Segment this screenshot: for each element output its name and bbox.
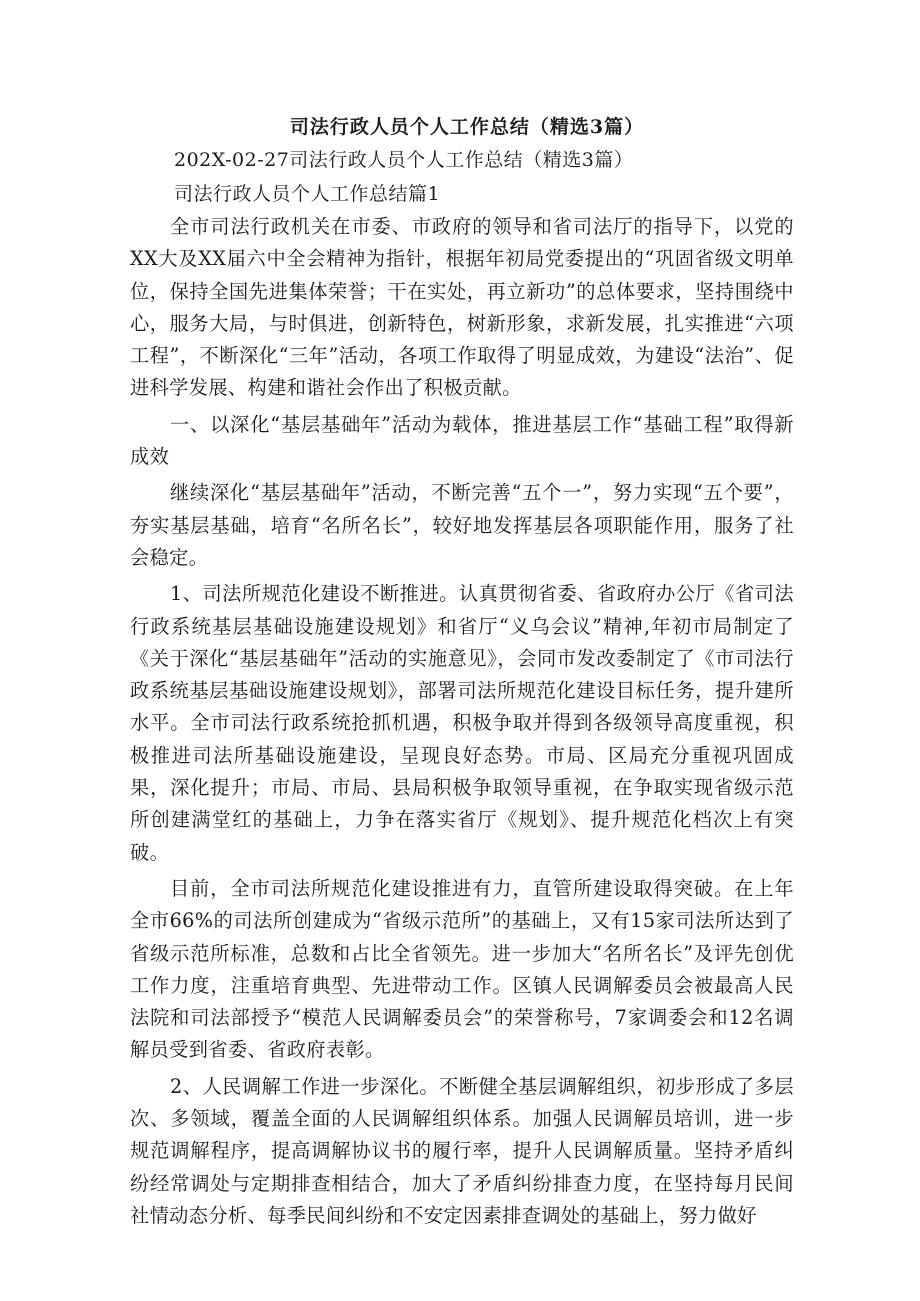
document-body	[130, 110, 794, 1236]
section-heading: 司法行政人员个人工作总结篇1	[174, 183, 441, 205]
paragraph-basic-year: 继续深化“基层基础年”活动，不断完善“五个一”，努力实现“五个要”，夯实基层基础，培育“名所名长”，较好地发挥基层各项职能作用，服务了社会稳定。	[130, 481, 794, 569]
date-and-subtitle-line: 202X-02-27司法行政人员个人工作总结（精选3篇）	[174, 149, 634, 171]
document-title: 司法行政人员个人工作总结（精选3篇）	[289, 116, 645, 138]
paragraph-heading-one: 一、以深化“基层基础年”活动为载体，推进基层工作“基础工程”取得新成效	[130, 412, 794, 469]
paragraph-item-two: 2、人民调解工作进一步深化。不断健全基层调解组织，初步形成了多层次、多领域，覆盖全面的人民调解组织体系。加强人民调解员培训，进一步规范调解程序，提高调解协议书的履行率，提升人民调解质量。坚持矛盾纠纷经常调处与定期排查相结合，加大了矛盾纠纷排查力度，在坚持每月民间社情动态分析、每季民间纠纷和不安定因素排查调处的基础上，努力做好	[130, 1074, 794, 1227]
paragraph-intro: 全市司法行政机关在市委、市政府的领导和省司法厅的指导下，以党的XX大及XX届六中全会精神为指针，根据年初局党委提出的“巩固省级文明单位，保持全国先进集体荣誉；干在实处，再立新功”的总体要求，坚持围绕中心，服务大局，与时俱进，创新特色，树新形象，求新发展，扎实推进“六项工程”，不断深化“三年”活动，各项工作取得了明显成效，为建设“法治”、促进科学发展、构建和谐社会作出了积极贡献。	[130, 215, 794, 400]
paragraph-item-one: 1、司法所规范化建设不断推进。认真贯彻省委、省政府办公厅《省司法行政系统基层基础设施建设规划》和省厅“义乌会议”精神,年初市局制定了《关于深化“基层基础年”活动的实施意见》，会同市发改委制定了《市司法行政系统基层基础设施建设规划》，部署司法所规范化建设目标任务，提升建所水平。全市司法行政系统抢抓机遇，积极争取并得到各级领导高度重视，积极推进司法所基础设施建设，呈现良好态势。市局、区局充分重视巩固成果，深化提升；市局、市局、县局积极争取领导重视，在争取实现省级示范所创建满堂红的基础上，力争在落实省厅《规划》、提升规范化档次上有突破。	[130, 582, 794, 864]
paragraph-progress: 目前，全市司法所规范化建设推进有力，直管所建设取得突破。在上年全市66%的司法所创建成为“省级示范所”的基础上，又有15家司法所达到了省级示范所标准，总数和占比全省领先。进一步加大“名所名长”及评先创优工作力度，注重培育典型、先进带动工作。区镇人民调解委员会被最高人民法院和司法部授予“模范人民调解委员会”的荣誉称号，7家调委会和12名调解员受到省委、省政府表彰。	[130, 876, 794, 1062]
